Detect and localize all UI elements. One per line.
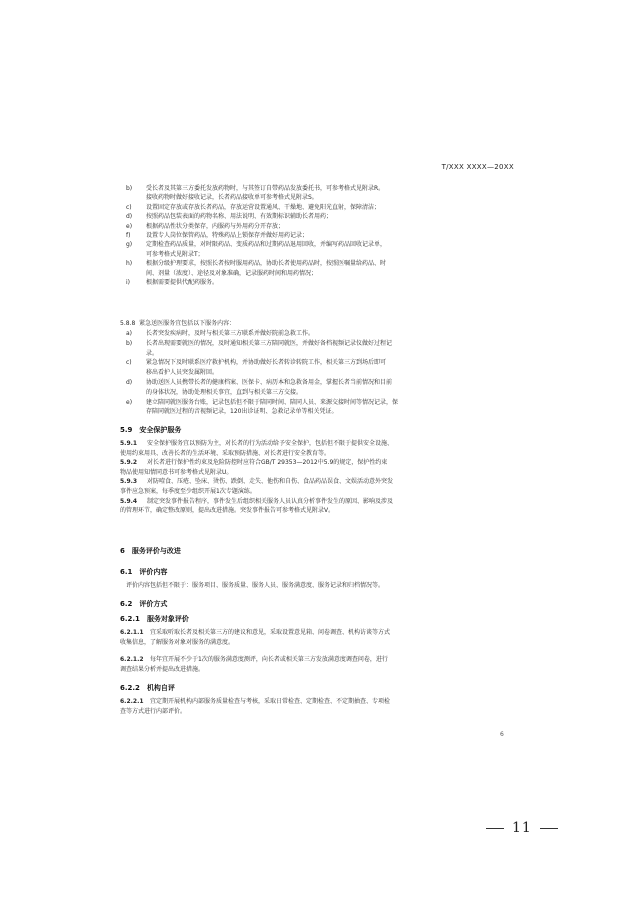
list-item-text: 根据药品性状分类保存，内服药与外用药分开存放；	[146, 222, 285, 230]
section-heading-6-1	[120, 567, 167, 577]
paragraph-line: 查等方式进行内部评价。	[120, 707, 187, 715]
paragraph-number: 5.9.4	[120, 497, 138, 505]
list-item-label: b)	[126, 185, 133, 192]
list-item-text: 可参考格式见附录T；	[146, 250, 204, 258]
list-item-text: 设置专人岗位保管药品，特殊药品上锁保存并做好用药记录；	[146, 232, 309, 239]
list-item-text: 协助送医人员携带长者的健康档案、医保卡、病历本和急救备用金，掌握长者当前情况和目前	[146, 379, 393, 386]
section-number: 6.2.2	[120, 684, 140, 692]
document-code: T/XXX XXXX—20XX	[441, 163, 514, 171]
clause-text: 紧急送医服务宜包括以下服务内容：	[139, 320, 236, 327]
section-heading-6-2-1	[120, 614, 189, 624]
paragraph-number: 6.2.1.1	[120, 629, 144, 636]
folio-dash-right	[540, 828, 558, 829]
list-item-text: 定期检查药品质量，对时限药品、变质药品和过期药品退用回收，并编写药品回收记录单，	[146, 241, 387, 249]
list-item-label: f)	[126, 232, 131, 239]
clause-5-8-8	[120, 319, 235, 328]
folio-dash-left	[486, 828, 504, 829]
list-item-label: d)	[126, 213, 133, 221]
paragraph-number: 5.9.2	[120, 459, 138, 467]
list-item-text: 受长者及其第三方委托发放药物时，与其签订自带药品发放委托书，可参考格式见附录R。	[146, 185, 385, 192]
paragraph-line: 安全保护服务宜以预防为主，对长者的行为活动给予安全保护，包括但不限于提供安全设施、	[147, 440, 394, 447]
paragraph-number: 5.9.3	[120, 478, 138, 486]
list-item-text: 长者出现需要就医的情况，及时通知相关第三方陪同就医，并做好备档视频记录仪做好过程记	[146, 339, 393, 347]
list-item-label: b)	[126, 339, 133, 347]
clause-number: 5.8.8	[120, 320, 136, 327]
paragraph-number: 5.9.1	[120, 440, 138, 447]
section-title: 安全保护服务	[139, 426, 182, 434]
paragraph-line: 每年宜开展不少于1次的服务满意度测评，向长者或相关第三方发放满意度调查问卷，进行	[150, 656, 388, 664]
list-item-text: 根据分级护理要求，按照长者按时服用药品，协助长者使用药品时，按照医嘱量给药品、时	[146, 260, 387, 268]
list-item-text: 设置固定存放或存放长者药品，存放运营设置通风、干燥地、避免阳光直射，保障清洁；	[146, 203, 381, 211]
section-number: 6.2.1	[120, 615, 140, 623]
section-number: 6.2	[120, 600, 133, 608]
section-heading-6-2	[120, 599, 167, 609]
paragraph-line: 对长者进行保护性约束及危险防控时应符合GB/T 29353—2012中5.9的规定，保护性约束	[147, 459, 388, 467]
list-item-label: e)	[126, 398, 133, 406]
list-item-label: d)	[126, 379, 133, 386]
list-item-text: 紧急情况下及时联系医疗救护机构，并协助做好长者转诊转院工作，相关第三方到场后即可	[146, 359, 387, 367]
list-item-text: 按照药品包装表面的药物名称、用法说明、有效期标识辅助长者用药；	[146, 213, 333, 221]
list-item-label: e)	[126, 222, 133, 230]
section-heading-6-2-2	[120, 683, 175, 693]
paragraph-line: 宜采取听取长者及相关第三方的建议和意见，采取设置意见箱、问卷调查、机构访谈等方式	[150, 629, 391, 636]
folio-page-number	[478, 820, 566, 836]
list-item-text: 录。	[146, 349, 159, 357]
section-number: 5.9	[120, 426, 133, 434]
list-item-label: i)	[126, 279, 131, 286]
paragraph-6-1-line: 评价内容包括但不限于：服务项目、服务质量、服务人员、服务满意度、服务记录和归档情况等。	[126, 582, 385, 589]
list-item-text: 移出看护人员突发属附回。	[146, 369, 219, 377]
list-item-text: 根据需要提供代配药服务。	[146, 279, 219, 286]
paragraph-line: 调查结果分析并提出改进措施。	[120, 665, 205, 673]
paragraph-number: 6.2.2.1	[120, 698, 144, 705]
paragraph-line: 制定突发事件报告程序，事件发生后组织相关服务人员认真分析事件发生的原因、影响及涉及	[147, 497, 394, 505]
inner-page-number: 6	[500, 731, 504, 738]
paragraph-line: 的管理环节，确定整改原则，提出改进措施。突发事件报告可参考格式见附录V。	[120, 507, 335, 515]
list-item-text: 建立陪同就医服务台账，记录包括但不限于陪同时间、陪同人员、来源交接时间等情况记录，保	[146, 398, 399, 406]
section-title: 评价方式	[139, 600, 168, 608]
paragraph-line: 使用约束用具、改善长者的生活环境、采取预防措施、对长者进行安全教育等。	[120, 449, 331, 457]
list-item-label: c)	[126, 203, 132, 211]
list-item-text: 存陪同就医过程的音视频记录，120出诊证明、急救记录单等相关凭证。	[146, 408, 338, 416]
section-heading-6	[120, 546, 181, 556]
section-heading-5-9	[120, 425, 181, 435]
list-item-label: a)	[126, 330, 133, 337]
folio-number: 11	[512, 820, 532, 836]
list-item-text: 长者突发疾病时，及时与相关第三方联系并做好院前急救工作。	[146, 330, 315, 337]
section-title: 评价内容	[139, 568, 168, 576]
paragraph-line: 事件应急预案，每季度至少组织开展1次专题演练。	[120, 488, 256, 495]
list-item-label: c)	[126, 359, 132, 367]
paragraph-line: 收集信息，了解服务对象对服务的满意度。	[120, 638, 235, 646]
list-item-text: 的身体状况，协助处理相关事宜，直到与相关第三方交接。	[146, 388, 303, 396]
paragraph-line: 对防噎食、压疮、坠床、烫伤、跌倒、走失、他伤和自伤、食品药品误食、文娱活动意外突发	[147, 478, 394, 486]
list-item-label: h)	[126, 260, 133, 268]
paragraph-line: 物品使用知情同意书可参考格式见附录U。	[120, 468, 233, 476]
paragraph-number: 6.2.1.2	[120, 656, 144, 664]
section-number: 6	[120, 547, 125, 555]
section-title: 服务评价与改进	[131, 547, 181, 555]
section-number: 6.1	[120, 568, 133, 576]
list-item-text: 间、剂量（浓度）、途径及对象准确，记录服药时间和用药情况；	[146, 269, 318, 277]
list-item-label: g)	[126, 241, 133, 249]
paragraph-line: 宜定期开展机构内部服务质量检查与考核，采取日常检查、定期检查、不定期抽查、专项检	[150, 698, 391, 705]
section-title: 服务对象评价	[146, 615, 189, 623]
section-title: 机构自评	[146, 684, 175, 692]
list-item-text: 接收药物时做好接收记录，长者药品接收单可参考格式见附录S。	[146, 194, 318, 202]
